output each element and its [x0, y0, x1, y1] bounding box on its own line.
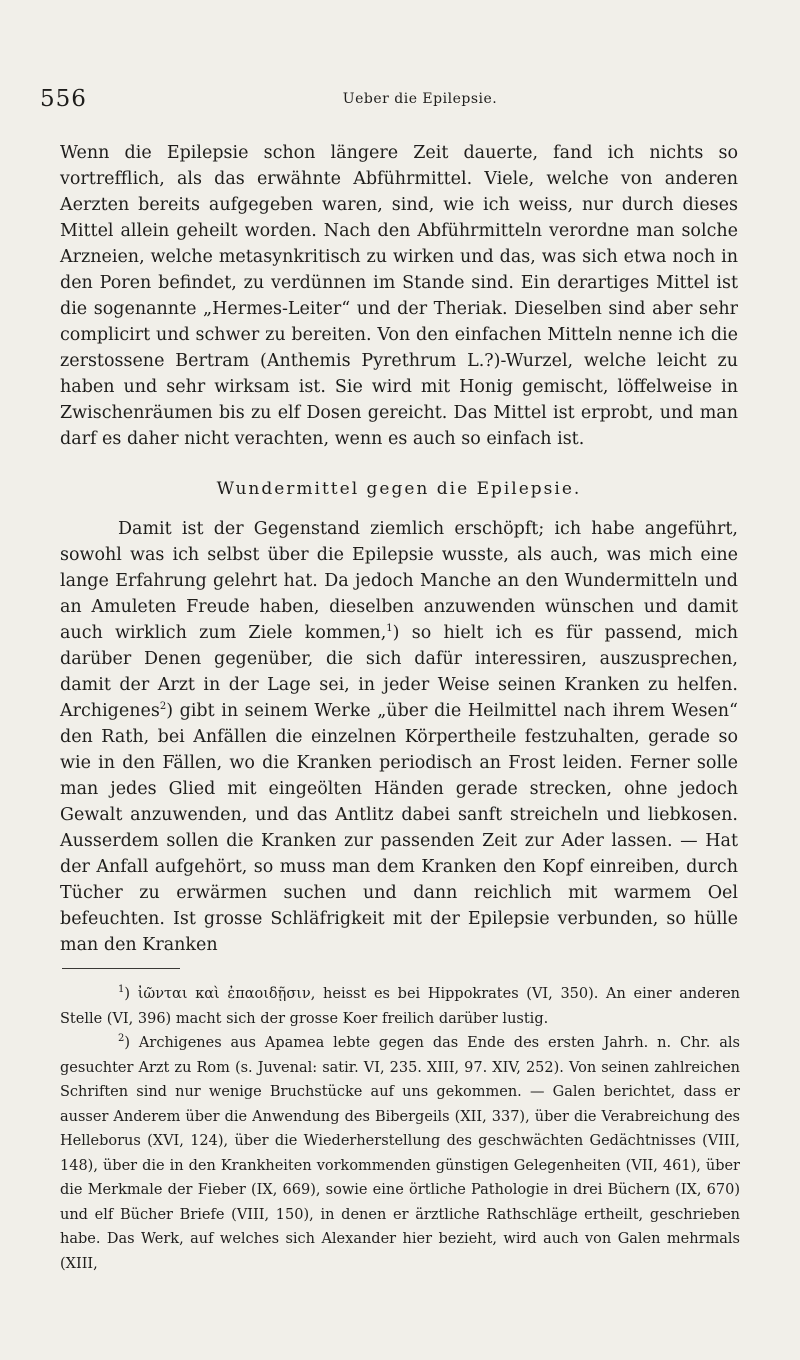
page-header	[40, 86, 760, 116]
footnote	[60, 1031, 740, 1276]
running-title: Ueber die Epilepsie.	[342, 91, 498, 107]
footnotes	[60, 982, 740, 1276]
paragraph-text: gibt in seinem Werke „über die Heilmittel nach ihrem Wesen“ den Rath, bei Anfällen die einzelnen Körpertheile festzuhalten, gerade so wie in den Fällen, wo die Kranken periodisch an Frost leiden. Ferner solle man jedes Glied mit eingeölten Händen gerade strecken, ohne jedoch Gewalt anzuwenden, und das Antlitz dabei sanft streicheln und liebkosen. Ausserdem sollen die Kranken zur passenden Zeit zur Ader lassen. — Hat der Anfall aufgehört, so muss man dem Kranken den Kopf einreiben, durch Tücher zu erwärmen suchen und dann reichlich mit warmem Oel befeuchten. Ist grosse Schläfrigkeit mit der Epilepsie verbunden, so hülle man den Kranken	[60, 701, 738, 955]
paragraph-text: so hielt ich es für passend, mich darüber Denen gegenüber, die sich dafür interessiren, auszusprechen, damit der Arzt in der Lage sei, in jeder Weise seinen Kranken zu helfen. Archigenes	[60, 623, 738, 721]
footnote-text: ) Archigenes aus Apamea lebte gegen das Ende des ersten Jahrh. n. Chr. als gesuchter Arzt zu Rom (s. Juvenal: satir. VI, 235. XIII, 97. XIV, 252). Von seinen zahlreichen Schriften sind nur wenige Bruchstücke auf uns gekommen. — Galen berichtet, dass er ausser Anderem über die Anwendung des Bibergeils (XII, 337), über die Verabreichung des Helleborus (XVI, 124), über die Wiederherstellung des geschwächten Gedächtnisses (VIII, 148), über die in den Krankheiten vorkommenden günstigen Gelegenheiten (VII, 461), über die Merkmale der Fieber (IX, 669), sowie eine örtliche Pathologie in drei Büchern (IX, 670) und elf Bücher Briefe (VIII, 150), in denen er ärztliche Rathschläge ertheilt, geschrieben habe. Das Werk, auf welches sich Alexander hier bezieht, wird auch von Galen mehrmals (XIII,	[60, 1035, 740, 1272]
footnote-divider	[62, 968, 180, 969]
footnote-reference: 1	[386, 623, 393, 635]
page-number: 556	[40, 86, 87, 112]
paragraph: Damit ist der Gegenstand ziemlich erschöpft; ich habe angeführt, sowohl was ich selbst über die Epilepsie wusste, als auch, was mich eine lange Erfahrung gelehrt hat. Da jedoch Manche an den Wundermitteln und an Amuleten Freude haben, dieselben anzuwenden wünschen und damit auch wirklich zum Ziele kommen,$^1$) so hielt ich es für passend, mich darüber Denen gegenüber, die sich dafür interessiren, auszusprechen, damit der Arzt in der Lage sei, in jeder Weise seinen Kranken zu helfen. Archigenes$^2$) gibt in seinem Werke „über die Heilmittel nach ihrem Wesen“ den Rath, bei Anfällen die einzelnen Körpertheile festzuhalten, gerade so wie in den Fällen, wo die Kranken periodisch an Frost leiden. Ferner solle man jedes Glied mit eingeölten Händen gerade strecken, ohne jedoch Gewalt anzuwenden, und das Antlitz dabei sanft streicheln und liebkosen. Ausserdem sollen die Kranken zur passenden Zeit zur Ader lassen. — Hat der Anfall aufgehört, so muss man dem Kranken den Kopf einreiben, durch Tücher zu erwärmen suchen und dann reichlich mit warmem Oel befeuchten. Ist grosse Schläfrigkeit mit der Epilepsie verbunden, so hülle man den Kranken	[60, 519, 738, 955]
main-text	[60, 140, 738, 958]
paragraph-text: Damit ist der Gegenstand ziemlich erschöpft; ich habe angeführt, sowohl was ich selbst über die Epilepsie wusste, als auch, was mich eine lange Erfahrung gelehrt hat. Da jedoch Manche an den Wundermitteln und an Amuleten Freude haben, dieselben anzuwenden wünschen und damit auch wirklich zum Ziele kommen,	[60, 519, 738, 643]
footnote-text: ) ἰῶνται καὶ ἐπαοιδῇσιν, heisst es bei Hippokrates (VI, 350). An einer anderen Stelle (VI, 396) macht sich der grosse Koer freilich darüber lustig.	[60, 986, 740, 1027]
footnote-marker: 1	[118, 984, 125, 996]
section-heading: Wundermittel gegen die Epilepsie.	[216, 479, 582, 499]
footnote-marker: 2	[118, 1033, 125, 1045]
paragraph: Wenn die Epilepsie schon längere Zeit dauerte, fand ich nichts so vortrefflich, als das erwähnte Abführmittel. Viele, welche von anderen Aerzten bereits aufgegeben waren, sind, wie ich weiss, nur durch dieses Mittel allein geheilt worden. Nach den Abführmitteln verordne man solche Arzneien, welche metasynkritisch zu wirken und das, was sich etwa noch in den Poren befindet, zu verdünnen im Stande sind. Ein derartiges Mittel ist die sogenannte „Hermes-Leiter“ und der Theriak. Dieselben sind aber sehr complicirt und schwer zu bereiten. Von den einfachen Mitteln nenne ich die zerstossene Bertram (Anthemis Pyrethrum L.?)-Wurzel, welche leicht zu haben und sehr wirksam ist. Sie wird mit Honig gemischt, löffelweise in Zwischenräumen bis zu elf Dosen gereicht. Das Mittel ist erprobt, und man darf es daher nicht verachten, wenn es auch so einfach ist.	[60, 143, 738, 449]
footnote	[60, 982, 740, 1031]
footnote-reference: 2	[159, 701, 167, 713]
